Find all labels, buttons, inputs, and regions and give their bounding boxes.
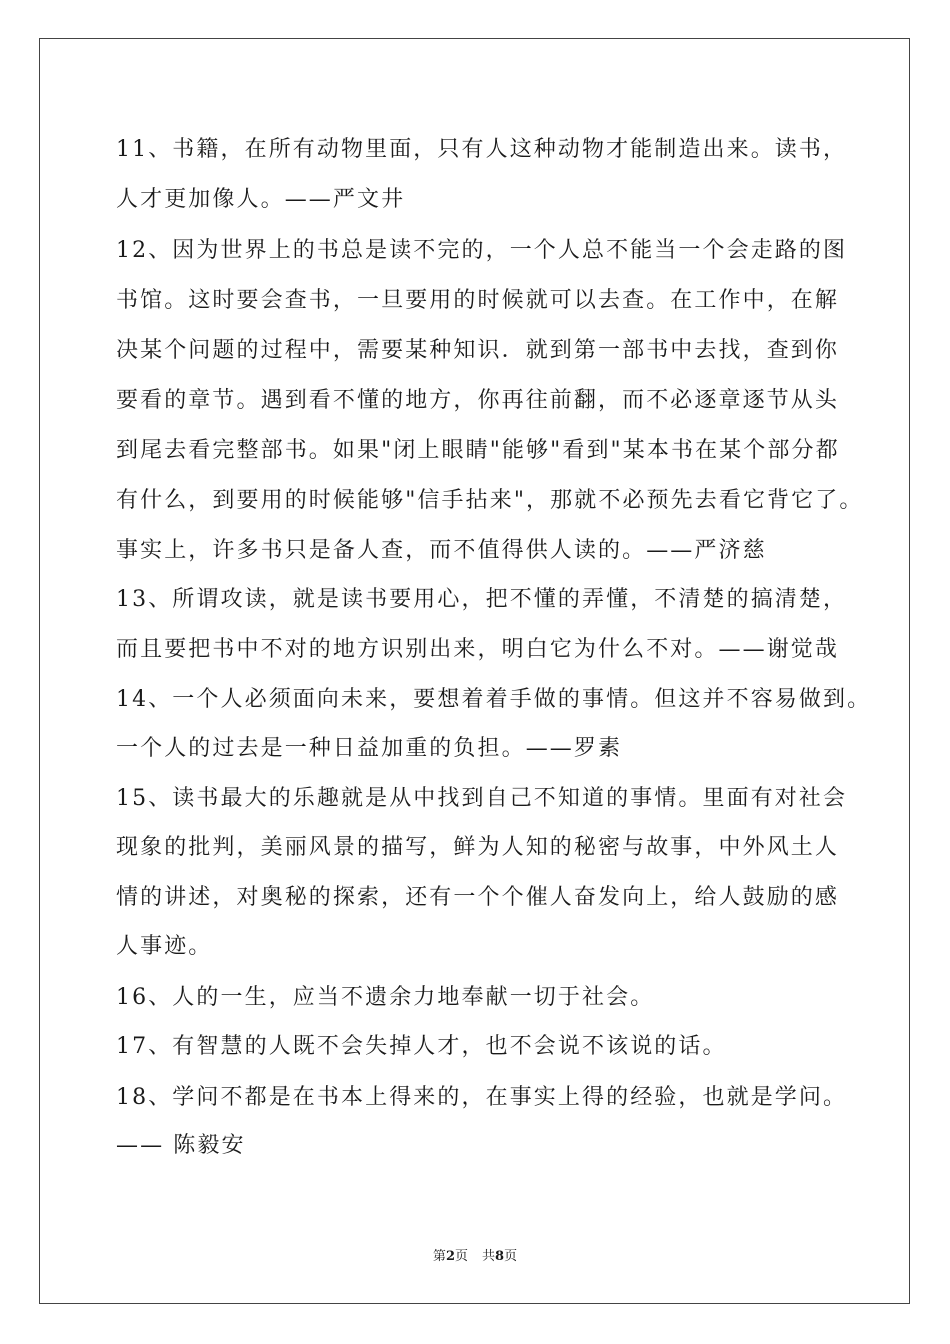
page-prefix: 第 xyxy=(432,1249,446,1264)
text-line: 12、因为世界上的书总是读不完的，一个人总不能当一个会走路的图 xyxy=(116,238,848,263)
total-unit: 页 xyxy=(504,1249,518,1264)
text-line: 书馆。这时要会查书，一旦要用的时候就可以去查。在工作中，在解 xyxy=(116,288,840,313)
total-prefix: 共 xyxy=(482,1249,496,1264)
text-line: 17、有智慧的人既不会失掉人才，也不会说不该说的话。 xyxy=(116,1034,727,1059)
page-border xyxy=(39,38,910,1304)
text-line: 事实上，许多书只是备人查，而不值得供人读的。——严济慈 xyxy=(116,538,767,563)
text-line: 情的讲述，对奥秘的探索，还有一个个催人奋发向上，给人鼓励的感 xyxy=(116,885,840,910)
text-line: 人才更加像人。——严文井 xyxy=(116,187,406,212)
text-line: 15、读书最大的乐趣就是从中找到自己不知道的事情。里面有对社会 xyxy=(116,786,848,811)
page-unit: 页 xyxy=(454,1249,468,1264)
text-line: 有什么，到要用的时候能够"信手拈来"，那就不必预先去看它背它了。 xyxy=(116,488,864,513)
current-page-number: 2 xyxy=(445,1249,455,1264)
text-line: 而且要把书中不对的地方识别出来，明白它为什么不对。——谢觉哉 xyxy=(116,637,840,662)
text-line: 现象的批判，美丽风景的描写，鲜为人知的秘密与故事，中外风土人 xyxy=(116,835,840,860)
text-line: 18、学问不都是在书本上得来的，在事实上得的经验，也就是学问。 xyxy=(116,1085,848,1110)
text-line: 16、人的一生，应当不遗余力地奉献一切于社会。 xyxy=(116,985,655,1010)
text-line: 要看的章节。遇到看不懂的地方，你再往前翻，而不必逐章逐节从头 xyxy=(116,388,840,413)
page-footer xyxy=(0,1248,950,1266)
text-line: —— 陈毅安 xyxy=(116,1133,246,1158)
text-line: 到尾去看完整部书。如果"闭上眼睛"能够"看到"某本书在某个部分都 xyxy=(116,438,840,463)
text-line: 13、所谓攻读，就是读书要用心，把不懂的弄懂，不清楚的搞清楚， xyxy=(116,587,848,612)
text-line: 人事迹。 xyxy=(116,934,213,959)
text-line: 11、书籍，在所有动物里面，只有人这种动物才能制造出来。读书， xyxy=(116,137,848,162)
text-line: 14、一个人必须面向未来，要想着着手做的事情。但这并不容易做到。 xyxy=(116,687,872,712)
total-page-count: 8 xyxy=(495,1249,505,1264)
text-line: 一个人的过去是一种日益加重的负担。——罗素 xyxy=(116,736,623,761)
text-line: 决某个问题的过程中，需要某种知识．就到第一部书中去找，查到你 xyxy=(116,338,840,363)
